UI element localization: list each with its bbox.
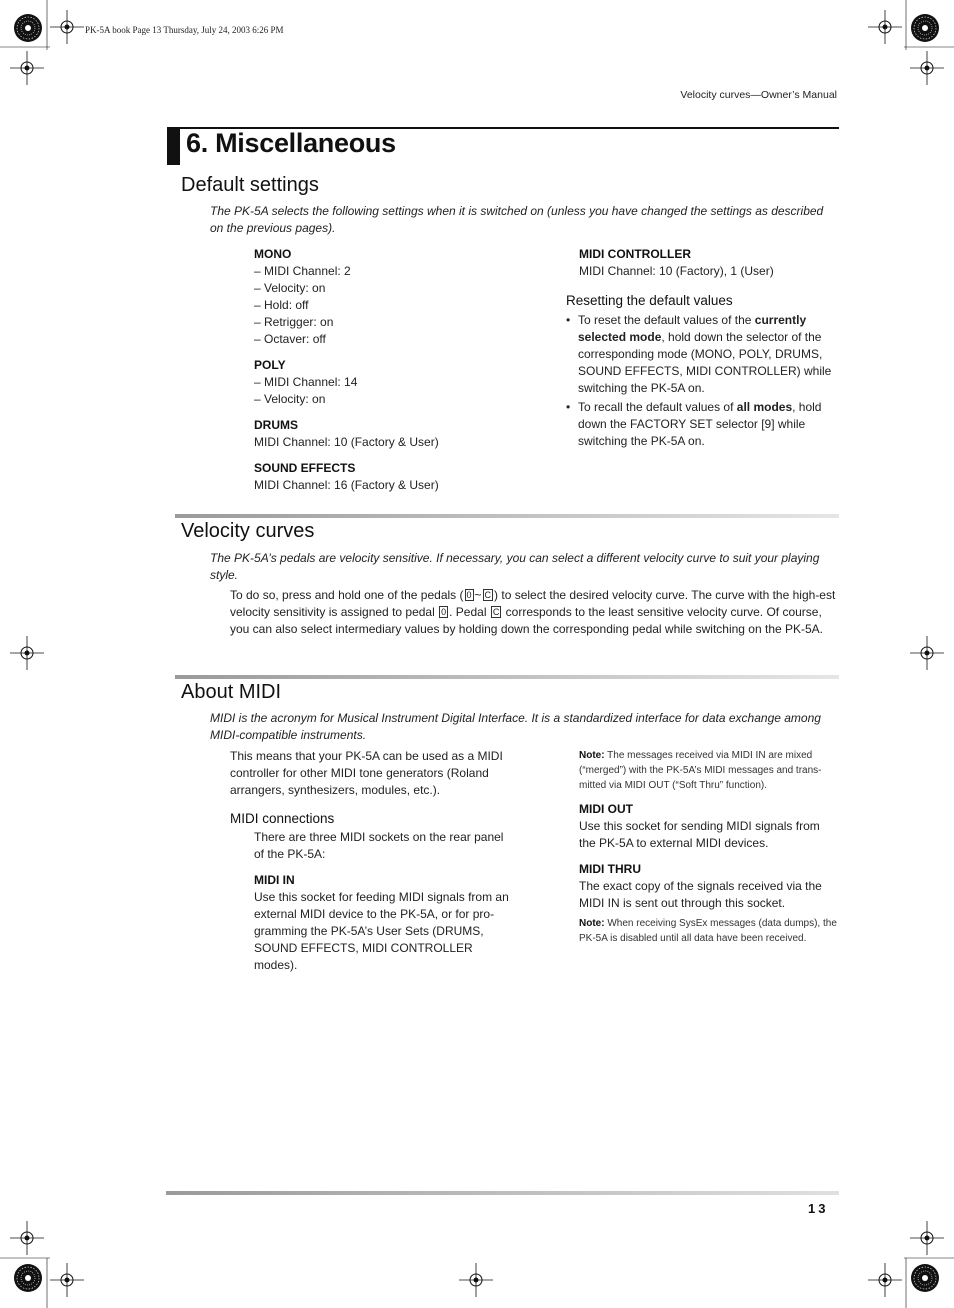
note-text: The messages received via MIDI IN are mixed (“merged”) with the PK-5A’s MIDI messages and trans-mitted via MIDI OUT (“Soft Thru” function). <box>579 750 822 791</box>
mono-item: – Octaver: off <box>254 332 326 346</box>
default-settings-intro: The PK-5A selects the following settings when it is switched on (unless you have changed the settings as described on the previous pages). <box>210 204 824 235</box>
midi-controller-heading: MIDI CONTROLLER <box>579 247 691 261</box>
bullet: • <box>566 313 571 327</box>
reset-bullet-text: To recall the default values of <box>578 400 737 414</box>
mono-item: – Hold: off <box>254 298 309 312</box>
list-item <box>566 399 836 450</box>
velocity-curves-intro: The PK-5A’s pedals are velocity sensitive. If necessary, you can select a different velocity curve to suit your playing style. <box>210 551 820 582</box>
note-label: Note: <box>579 750 605 761</box>
pedal-key-c: C <box>484 590 492 600</box>
reset-bullet-text: To reset the default values of the <box>578 313 755 327</box>
note-text: When receiving SysEx messages (data dumps), the PK-5A is disabled until all data have been received. <box>579 918 837 944</box>
running-head: Velocity curves—Owner’s Manual <box>680 89 837 101</box>
pedal-key-0: 0 <box>466 590 472 600</box>
footer-rule <box>166 1191 839 1195</box>
velocity-text: corresponds to the least sensitive velocity curve. Of course, you can also select intermediary values by holding down the corresponding pedal while switching on the PK-5A. <box>230 605 824 636</box>
poly-heading: POLY <box>254 358 286 372</box>
section-rule <box>175 675 839 679</box>
midi-out-block <box>579 801 837 852</box>
mono-item: – Retrigger: on <box>254 315 334 329</box>
section-title-velocity-curves: Velocity curves <box>181 520 315 542</box>
midi-out-heading: MIDI OUT <box>579 802 633 816</box>
drums-text: MIDI Channel: 10 (Factory & User) <box>254 435 439 449</box>
chapter-bar <box>167 129 180 165</box>
midi-connections-text: There are three MIDI sockets on the rear panel of the PK-5A: <box>254 830 504 861</box>
midi-controller-text: MIDI Channel: 10 (Factory), 1 (User) <box>579 264 774 278</box>
bullet: • <box>566 400 571 414</box>
midi-thru-text: The exact copy of the signals received via the MIDI IN is sent out through this socket. <box>579 879 822 910</box>
midi-thru-heading: MIDI THRU <box>579 862 641 876</box>
velocity-text: ~ <box>474 588 482 602</box>
note-label: Note: <box>579 918 605 929</box>
page-number: 13 <box>808 1201 829 1216</box>
midi-in-text: Use this socket for feeding MIDI signals from an external MIDI device to the PK-5A, or for pro-gramming the PK-5A’s User Sets (DRUMS, SOUND EFFECTS, MIDI CONTROLLER modes). <box>254 890 509 972</box>
note-sysex <box>579 916 837 946</box>
about-midi-intro: MIDI is the acronym for Musical Instrument Digital Interface. It is a standardized interface for data exchange among MIDI-compatible instruments. <box>210 711 821 742</box>
poly-item: – Velocity: on <box>254 392 326 406</box>
default-settings-left-column <box>254 246 554 494</box>
reset-bullet-text: , hold down the selector of the corresponding mode (MONO, POLY, DRUMS, SOUND EFFECTS, MIDI CONTROLLER) while switching the PK-5A on. <box>578 330 832 395</box>
velocity-text: . Pedal <box>449 605 490 619</box>
midi-in-heading: MIDI IN <box>254 873 295 887</box>
velocity-text: To do so, press and hold one of the pedals ( <box>230 588 464 602</box>
chapter-title: 6. Miscellaneous <box>186 128 396 158</box>
mono-item: – MIDI Channel: 2 <box>254 264 351 278</box>
section-rule <box>175 514 839 518</box>
velocity-text: ) to select the desired velocity curve. The curve with the high-est velocity sensitivity is assigned to pedal <box>230 588 836 619</box>
print-slug: PK-5A book Page 13 Thursday, July 24, 2003 6:26 PM <box>85 25 284 35</box>
midi-out-text: Use this socket for sending MIDI signals from the PK-5A to external MIDI devices. <box>579 819 820 850</box>
about-midi-paragraph: This means that your PK-5A can be used as a MIDI controller for other MIDI tone generators (Roland arrangers, synthesizers, modules, etc.). <box>230 749 503 797</box>
section-title-default-settings: Default settings <box>181 174 319 196</box>
reset-bullet-bold: all modes <box>736 400 793 414</box>
velocity-curves-body <box>230 587 838 638</box>
pedal-key-c: C <box>492 607 500 617</box>
reset-bullet-bold: currently selected mode <box>578 313 807 344</box>
mono-heading: MONO <box>254 247 292 261</box>
note-soft-thru <box>579 748 837 793</box>
sound-effects-heading: SOUND EFFECTS <box>254 461 356 475</box>
sound-effects-text: MIDI Channel: 16 (Factory & User) <box>254 478 439 492</box>
drums-heading: DRUMS <box>254 418 298 432</box>
midi-thru-block <box>579 861 837 912</box>
midi-in-block <box>254 872 516 974</box>
list-item <box>566 312 836 397</box>
default-settings-right-column <box>579 246 837 280</box>
midi-connections-heading: MIDI connections <box>230 811 335 826</box>
pedal-key-0: 0 <box>441 607 447 617</box>
resetting-list <box>566 312 836 452</box>
reset-bullet-text: , hold down the FACTORY SET selector [9] while switching the PK-5A on. <box>578 400 822 448</box>
mono-item: – Velocity: on <box>254 281 326 295</box>
resetting-heading: Resetting the default values <box>566 293 733 308</box>
poly-item: – MIDI Channel: 14 <box>254 375 358 389</box>
section-title-about-midi: About MIDI <box>181 681 282 703</box>
